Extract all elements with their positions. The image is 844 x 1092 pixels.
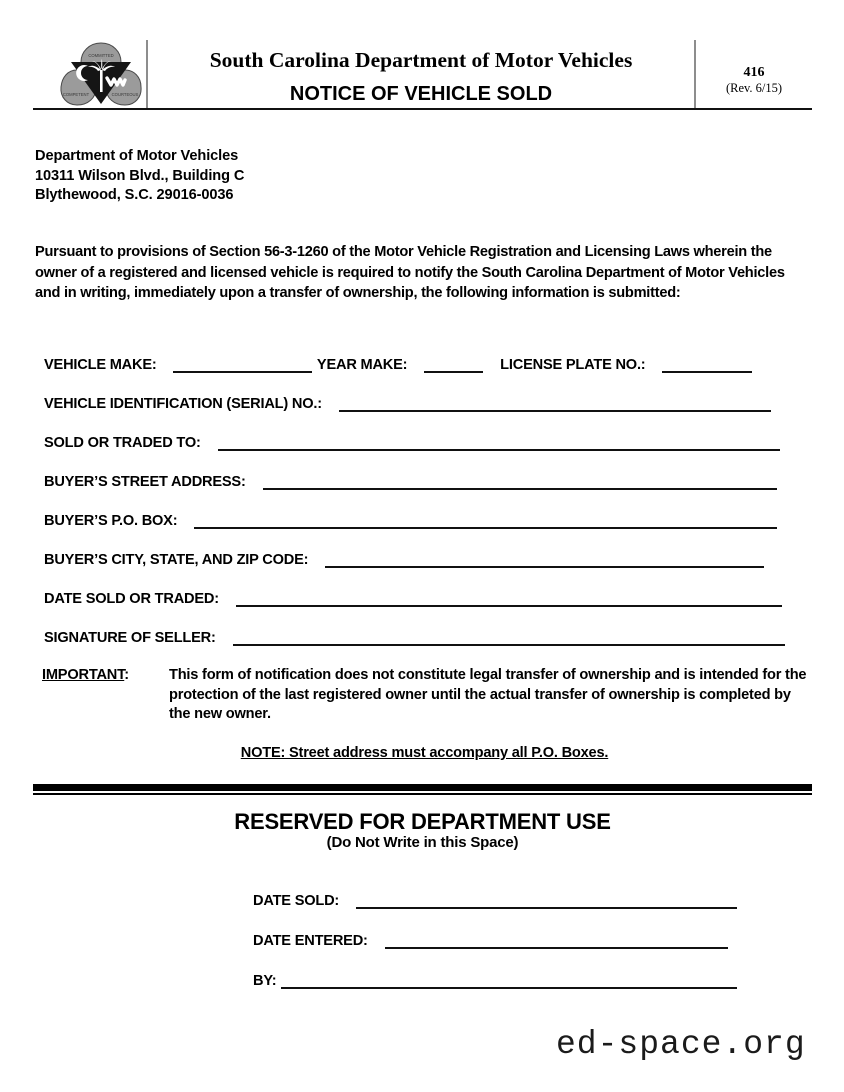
label-buyer-city-state-zip: BUYER’S CITY, STATE, AND ZIP CODE: (44, 552, 309, 568)
form-revision: (Rev. 6/15) (725, 81, 783, 96)
field-row-date-sold (253, 891, 737, 913)
input-signature-of-seller[interactable] (233, 629, 785, 646)
input-date-entered[interactable] (385, 932, 728, 949)
label-signature-of-seller: SIGNATURE OF SELLER: (44, 630, 216, 646)
important-colon: : (124, 667, 129, 683)
department-use-heading: RESERVED FOR DEPARTMENT USE (234, 809, 611, 834)
form-title: NOTICE OF VEHICLE SOLD (289, 82, 553, 105)
input-vehicle-make[interactable] (173, 356, 312, 373)
input-license-plate-no[interactable] (662, 356, 752, 373)
field-row-sold-or-traded-to (44, 433, 780, 455)
address-line-3: Blythewood, S.C. 29016-0036 (35, 187, 234, 203)
field-row-by (253, 971, 737, 993)
field-row-vehicle-make (44, 355, 752, 377)
address-line-2: 10311 Wilson Blvd., Building C (35, 167, 245, 184)
document-header (33, 38, 812, 110)
label-buyer-po-box: BUYER’S P.O. BOX: (44, 513, 178, 529)
agency-address-block (35, 147, 244, 206)
label-by: BY: (253, 973, 277, 989)
input-by[interactable] (281, 972, 737, 989)
label-sold-or-traded-to: SOLD OR TRADED TO: (44, 435, 201, 451)
label-date-sold-or-traded: DATE SOLD OR TRADED: (44, 591, 219, 607)
input-sold-or-traded-to[interactable] (218, 434, 780, 451)
label-date-entered: DATE ENTERED: (253, 933, 368, 949)
field-row-buyer-city-state-zip (44, 550, 764, 572)
field-row-signature-of-seller (44, 628, 785, 650)
sc-dmv-palmetto-triangle-logo (57, 40, 145, 108)
po-box-note (42, 744, 807, 764)
form-number: 416 (743, 65, 765, 80)
important-label: IMPORTANT (42, 667, 125, 683)
organization-title: South Carolina Department of Motor Vehicles (209, 48, 633, 72)
input-vin[interactable] (339, 395, 771, 412)
label-date-sold: DATE SOLD: (253, 893, 340, 909)
separator-thin-bar (33, 793, 812, 795)
separator-thick-bar (33, 784, 812, 791)
field-row-date-sold-or-traded (44, 589, 782, 611)
section-separator-rule (33, 784, 812, 795)
address-line-1: Department of Motor Vehicles (35, 148, 239, 164)
input-date-sold[interactable] (356, 892, 737, 909)
field-row-buyer-po-box (44, 511, 777, 533)
label-vehicle-make: VEHICLE MAKE: (44, 357, 157, 373)
input-buyer-city-state-zip[interactable] (325, 551, 764, 568)
po-box-note-text: NOTE: Street address must accompany all P.O. Boxes. (240, 745, 609, 761)
input-buyer-po-box[interactable] (194, 512, 777, 529)
label-buyer-street-address: BUYER’S STREET ADDRESS: (44, 474, 246, 490)
svg-text:COMMITTED: COMMITTED (88, 53, 114, 58)
form-number-block (696, 38, 812, 96)
label-year-make: YEAR MAKE: (316, 357, 408, 373)
field-row-buyer-street-address (44, 472, 777, 494)
input-buyer-street-address[interactable] (263, 473, 777, 490)
label-license-plate-no: LICENSE PLATE NO.: (500, 357, 646, 373)
important-notice-block (42, 666, 807, 761)
field-row-date-entered (253, 931, 728, 953)
input-date-sold-or-traded[interactable] (236, 590, 782, 607)
header-title-block (148, 38, 694, 104)
svg-text:COURTEOUS: COURTEOUS (111, 92, 139, 97)
svg-text:COMPETENT: COMPETENT (62, 92, 90, 97)
input-year-make[interactable] (424, 356, 483, 373)
statutory-notice-paragraph: Pursuant to provisions of Section 56-3-1260 of the Motor Vehicle Registration and Licensing Laws wherein the owner of a registered and licensed vehicle is required to notify the South Carolina Department of Motor Vehicles and in writing, immediately upon a transfer of ownership, the following information is submitted: (35, 244, 785, 301)
site-watermark: ed-space.org (556, 1026, 806, 1063)
label-vin: VEHICLE IDENTIFICATION (SERIAL) NO.: (44, 396, 322, 412)
field-row-vin (44, 394, 771, 416)
department-use-subheading: (Do Not Write in this Space) (326, 834, 519, 851)
important-body-text: This form of notification does not constitute legal transfer of ownership and is intended for the protection of the last registered owner until the actual transfer of ownership is completed by the new owner. (169, 667, 807, 723)
